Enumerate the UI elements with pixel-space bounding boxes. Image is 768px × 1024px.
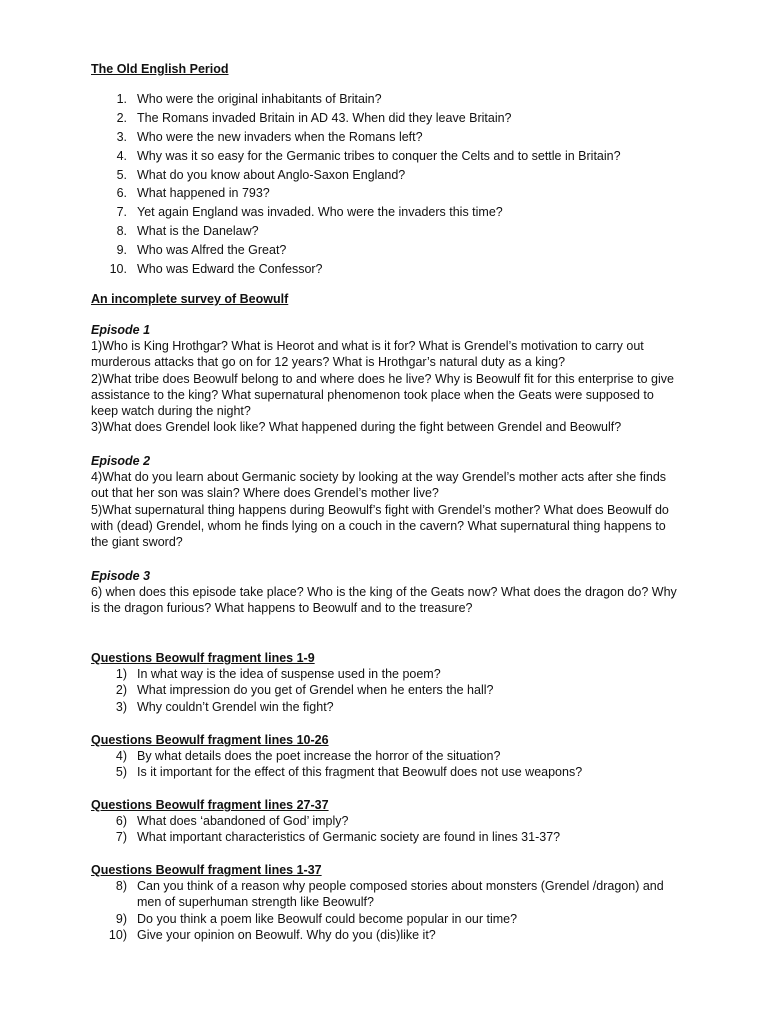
list-text: Yet again England was invaded. Who were the invaders this time?	[137, 205, 503, 220]
list-text: Is it important for the effect of this fragment that Beowulf does not use weapons?	[137, 765, 583, 780]
list-number: 10.	[109, 262, 127, 277]
list-text: Why couldn’t Grendel win the fight?	[137, 699, 334, 714]
episode-1-question-3: 3)What does Grendel look like? What happened during the fight between Grendel and Beowulf?	[91, 420, 622, 435]
list-text: Give your opinion on Beowulf. Why do you (dis)like it?	[137, 927, 436, 942]
list-item	[91, 166, 691, 185]
episode-1-text	[91, 338, 681, 436]
episode-1-label: Episode 1	[91, 323, 151, 337]
list-item	[91, 222, 691, 241]
list-item	[91, 203, 691, 222]
list-item	[91, 878, 691, 911]
list-text: Who was Alfred the Great?	[137, 243, 287, 258]
episode-3-question-6: 6) when does this episode take place? Who is the king of the Geats now? What does the dragon do? Why is the dragon furious? What happens to Beowulf and to the treasure?	[91, 585, 677, 616]
fragment-1-title: Questions Beowulf fragment lines 1-9	[91, 651, 315, 665]
list-text: Why was it so easy for the Germanic tribes to conquer the Celts and to settle in Britain?	[137, 148, 621, 163]
fragment-3-question-list	[91, 813, 691, 846]
fragment-2-question-list	[91, 748, 691, 781]
list-number: 5.	[116, 167, 127, 182]
list-number: 9.	[116, 243, 127, 258]
list-item	[91, 748, 691, 764]
list-number: 7)	[115, 830, 127, 845]
list-text: What does ‘abandoned of God’ imply?	[137, 814, 349, 828]
list-number: 1)	[115, 667, 127, 681]
episode-1-question-1: 1)Who is King Hrothgar? What is Heorot and what is it for? What is Grendel’s motivation to carry out murderous attacks that go on for 12 years? What is Hrothgar’s natural duty as a king?	[91, 339, 644, 370]
list-item	[91, 241, 691, 260]
list-text: In what way is the idea of suspense used in the poem?	[137, 667, 441, 681]
list-text: Can you think of a reason why people composed stories about monsters (Grendel /dragon) and men of superhuman strength like Beowulf?	[137, 879, 664, 910]
list-number: 3)	[115, 699, 127, 714]
list-number: 1.	[116, 92, 127, 106]
list-item	[91, 260, 691, 279]
section-title-old-english-period: The Old English Period	[91, 62, 229, 76]
list-number: 4.	[116, 148, 127, 163]
list-item	[91, 128, 691, 147]
list-text: What is the Danelaw?	[137, 224, 259, 239]
episode-2-text	[91, 469, 681, 550]
episode-3-text	[91, 584, 681, 617]
list-item	[91, 109, 691, 128]
list-number: 2)	[115, 683, 127, 698]
list-item	[91, 911, 691, 927]
episode-2-question-5: 5)What supernatural thing happens during Beowulf’s fight with Grendel’s mother? What does Beowulf do with (dead) Grendel, whom he finds lying on a couch in the cavern? What supernatural thing happens to the giant sword?	[91, 502, 669, 550]
list-text: Who were the new invaders when the Romans left?	[137, 129, 423, 144]
list-item	[91, 184, 691, 203]
list-item	[91, 829, 691, 845]
list-number: 2.	[116, 110, 127, 125]
episode-2-label: Episode 2	[91, 454, 151, 468]
fragment-3-title: Questions Beowulf fragment lines 27-37	[91, 798, 329, 812]
list-item	[91, 813, 691, 829]
old-english-question-list	[91, 90, 691, 279]
list-item	[91, 666, 691, 682]
list-text: Do you think a poem like Beowulf could become popular in our time?	[137, 911, 518, 926]
list-item	[91, 699, 691, 715]
episode-1-question-2: 2)What tribe does Beowulf belong to and where does he live? Why is Beowulf fit for this enterprise to give assistance to the king? What supernatural phenomenon took place when the Geats were supposed to keep watch during the night?	[91, 371, 674, 419]
list-number: 10)	[108, 927, 127, 942]
list-number: 8)	[115, 879, 127, 893]
list-number: 6.	[116, 186, 127, 201]
episode-2-question-4: 4)What do you learn about Germanic society by looking at the way Grendel’s mother acts after she finds out that her son was slain? Where does Grendel’s mother live?	[91, 470, 667, 501]
list-text: What do you know about Anglo-Saxon England?	[137, 167, 406, 182]
list-text: Who was Edward the Confessor?	[137, 262, 323, 277]
fragment-4-title: Questions Beowulf fragment lines 1-37	[91, 863, 322, 877]
list-text: Who were the original inhabitants of Britain?	[137, 92, 382, 106]
fragment-2-title: Questions Beowulf fragment lines 10-26	[91, 733, 329, 747]
list-item	[91, 927, 691, 943]
list-text: By what details does the poet increase the horror of the situation?	[137, 749, 501, 763]
list-text: The Romans invaded Britain in AD 43. When did they leave Britain?	[137, 110, 512, 125]
list-number: 7.	[116, 205, 127, 220]
list-item	[91, 90, 691, 109]
list-number: 5)	[115, 765, 127, 780]
list-item	[91, 682, 691, 698]
list-text: What important characteristics of Germanic society are found in lines 31-37?	[137, 830, 561, 845]
section-title-beowulf-survey: An incomplete survey of Beowulf	[91, 292, 289, 306]
list-text: What impression do you get of Grendel when he enters the hall?	[137, 683, 494, 698]
list-number: 6)	[115, 814, 127, 828]
list-number: 3.	[116, 129, 127, 144]
fragment-4-question-list	[91, 878, 691, 943]
list-item	[91, 147, 691, 166]
list-number: 9)	[115, 911, 127, 926]
fragment-1-question-list	[91, 666, 691, 715]
list-number: 8.	[116, 224, 127, 239]
list-number: 4)	[115, 749, 127, 763]
list-item	[91, 764, 691, 780]
list-text: What happened in 793?	[137, 186, 270, 201]
episode-3-label: Episode 3	[91, 569, 151, 583]
